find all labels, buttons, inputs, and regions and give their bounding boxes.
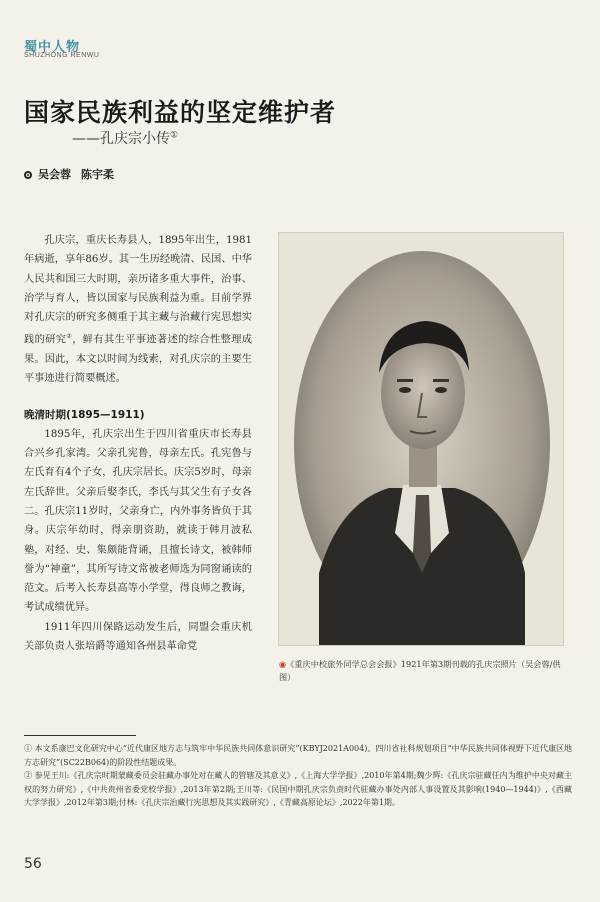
body-paragraph: 1911年四川保路运动发生后，同盟会重庆机关部负责人张培爵等通知各州县革命党 xyxy=(24,621,252,653)
body-paragraph: 1895年，孔庆宗出生于四川省重庆市长寿县合兴乡孔家湾。父亲孔宪鲁，母亲左氏。孔宪鲁与左氏育有4个子女，孔庆宗居长。庆宗5岁时，母亲左氏辞世。父亲后娶李氏，李氏与其父生有子女各二。孔庆宗11岁时，父亲身亡，内外事务皆负于其身。庆宗年幼时，得亲朋资助，就读于韩月波私塾，对经、史、集颇能背诵，且擅长诗文，被韩师誉为“神童”，其所写诗文常被老师选为同窗诵读的范文。后考入长寿县高等小学堂，得良师之教诲，考试成绩优异。 xyxy=(24,428,252,614)
article-body xyxy=(24,231,252,656)
page-number: 56 xyxy=(24,856,42,872)
article-subtitle xyxy=(72,128,178,148)
footnote: ① 本文系康巴文化研究中心“近代康区地方志与筑牢中华民族共同体意识研究”(KBYJ2021A004)、四川省社科规划项目“中华民族共同体视野下近代康区地方志研究”(SC22B064)的阶段性结题成果。 xyxy=(24,744,572,767)
article-title: 国家民族利益的坚定维护者 xyxy=(24,98,337,127)
intro-tail-text: ，鲜有其生平事迹著述的综合性整理成果。因此，本文以时间为线索，对孔庆宗的主要生平事迹进行简要概述。 xyxy=(24,334,252,385)
photo-caption xyxy=(279,658,569,684)
intro-footnote-ref: ② xyxy=(66,333,73,341)
intro-text: 孔庆宗，重庆长寿县人，1895年出生，1981年病逝，享年86岁。其一生历经晚清、民国、中华人民共和国三大时期，亲历诸多重大事件，治事、治学与育人，皆以国家与民族利益为重。目前学界对孔庆宗的研究多侧重于其主藏与治藏行宪思想实践的研究 xyxy=(24,235,252,346)
subtitle-text: ——孔庆宗小传 xyxy=(72,131,170,147)
section-heading: 晚清时期(1895—1911) xyxy=(24,408,145,421)
footnote: ② 参见王川:《孔庆宗时期蒙藏委员会驻藏办事处对在藏人的管辖及其意义》,《上海大学学报》,2010年第4期;魏少辉:《孔庆宗驻藏任内为维护中央对藏主权的努力研究》,《中共贵州省委党校学报》,2013年第2期;王川等:《民国中期孔庆宗负责时代驻藏办事处内部人事设置及其影响(1940—1944)》,《西藏大学学报》,2012年第3期;付林:《孔庆宗治藏行宪思想及其实践研究》,《青藏高原论坛》,2022年第1期。 xyxy=(24,771,572,808)
portrait-photo xyxy=(278,232,564,646)
author-name: 陈宇柔 xyxy=(81,168,114,181)
portrait-image xyxy=(279,233,564,646)
author-name: 吴会蓉 xyxy=(38,168,71,181)
intro-paragraph xyxy=(24,231,252,389)
column-name: 蜀中人物 xyxy=(24,39,81,54)
footnote-divider xyxy=(24,735,136,736)
author-line xyxy=(24,166,124,182)
column-pinyin: SHUZHONG RENWU xyxy=(24,52,100,59)
caption-text: 《重庆中校旅外同学总会会报》1921年第3期刊载的孔庆宗照片（吴会蓉/供图） xyxy=(279,659,561,682)
author-bullet-icon xyxy=(24,171,32,179)
subtitle-footnote-ref: ① xyxy=(170,130,179,141)
caption-bullet-icon: ◉ xyxy=(279,659,287,669)
footnotes xyxy=(24,742,572,810)
